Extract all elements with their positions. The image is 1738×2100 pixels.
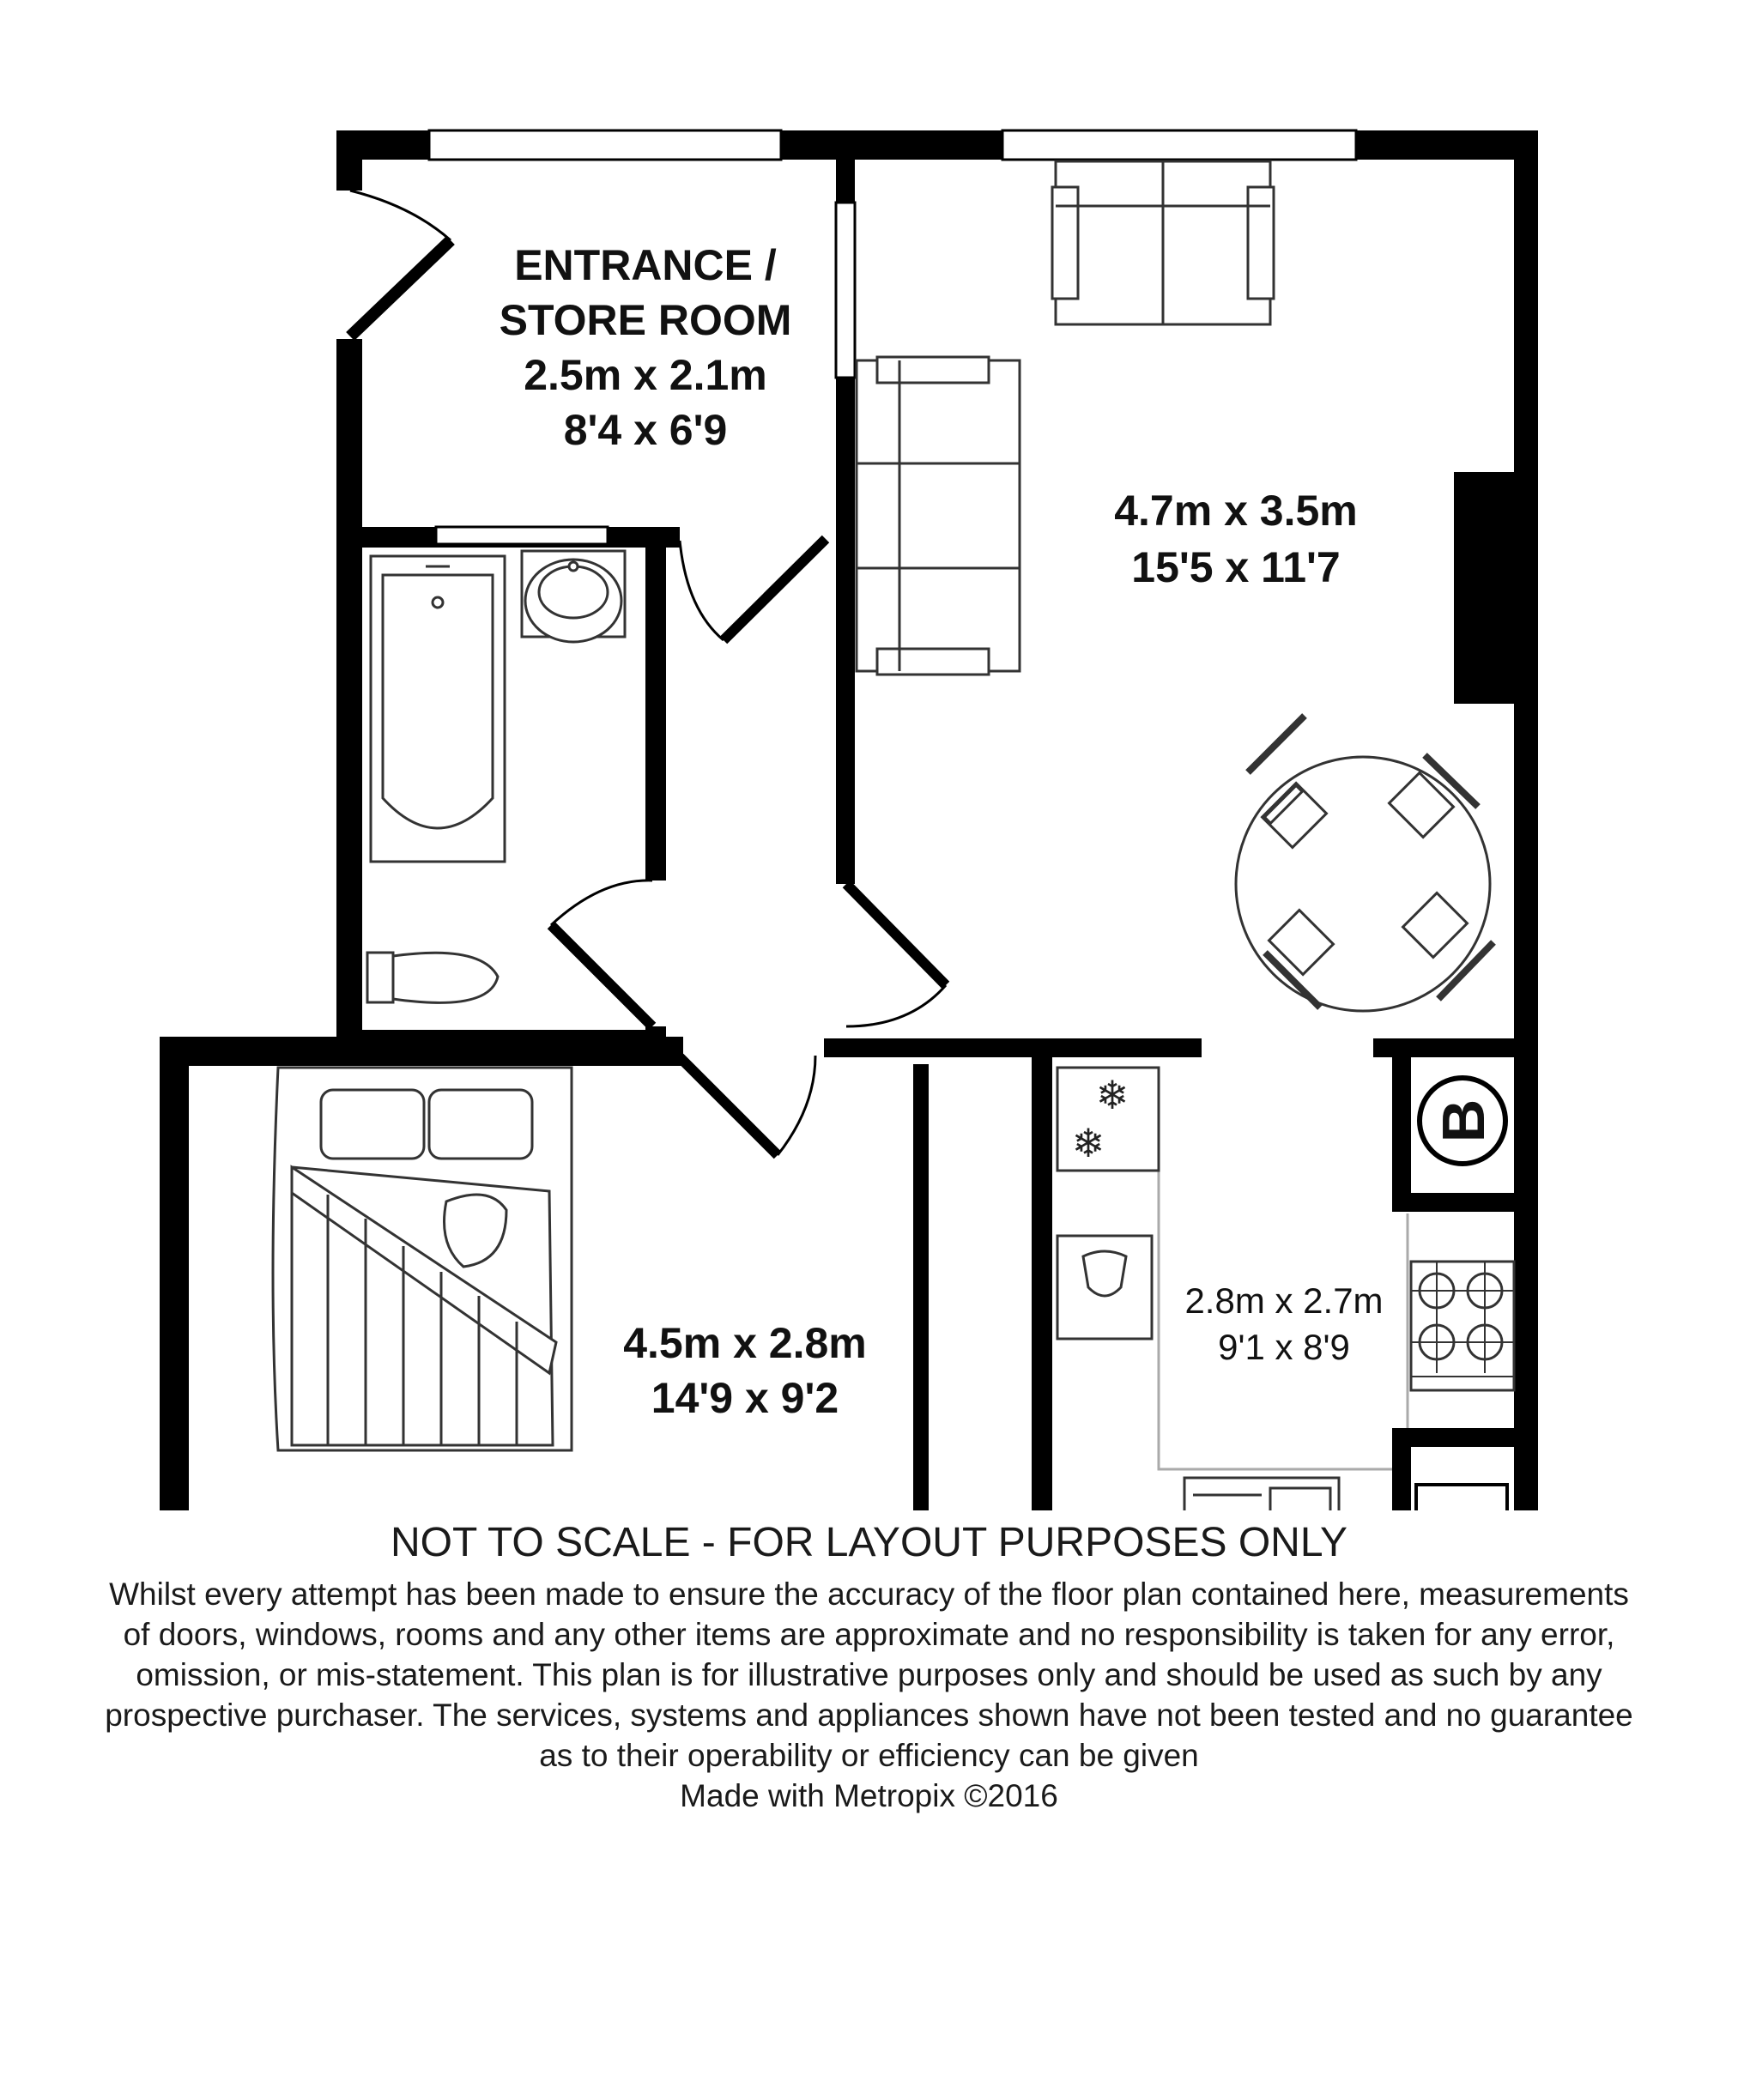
bedroom-imperial: 14'9 x 9'2 bbox=[651, 1374, 839, 1422]
sofa-left bbox=[857, 357, 1020, 675]
disclaimer-line: prospective purchaser. The services, systems and appliances shown have not been tested and no guarantee bbox=[105, 1698, 1633, 1733]
boiler-cupboard-top-wall-side bbox=[1392, 1038, 1411, 1201]
door-entrance-leaf bbox=[350, 240, 451, 336]
entrance-name-1: ENTRANCE / bbox=[514, 241, 777, 289]
disclaimer-body bbox=[0, 1574, 1738, 1816]
door-store-swing bbox=[680, 541, 724, 640]
svg-text:❄: ❄ bbox=[1095, 1074, 1129, 1117]
dining-table bbox=[1236, 716, 1493, 1011]
window-entrance bbox=[429, 130, 781, 160]
door-living-swing bbox=[846, 985, 946, 1026]
sink bbox=[1184, 1478, 1339, 1510]
wall-living-left bbox=[836, 536, 855, 884]
door-bath-swing bbox=[551, 881, 652, 925]
bathtub bbox=[371, 556, 505, 862]
window-living bbox=[1002, 130, 1356, 160]
disclaimer-line: as to their operability or efficiency can be given bbox=[539, 1738, 1199, 1773]
living-metric: 4.7m x 3.5m bbox=[1114, 487, 1358, 535]
window-bathroom bbox=[436, 527, 608, 544]
wall-top-right bbox=[1356, 130, 1538, 160]
wall-bath-bottom bbox=[362, 1030, 664, 1047]
bedroom-metric: 4.5m x 2.8m bbox=[623, 1319, 867, 1367]
boiler-top-label: B bbox=[1430, 1098, 1497, 1143]
disclaimer-line: of doors, windows, rooms and any other items are approximate and no responsibility is taken for any error, bbox=[123, 1617, 1615, 1652]
door-store-leaf bbox=[724, 539, 826, 640]
disclaimer-credit: Made with Metropix ©2016 bbox=[680, 1778, 1058, 1813]
wall-bath-right bbox=[645, 527, 666, 881]
wall-entrance-living-b bbox=[836, 378, 855, 536]
wall-bedroom-left bbox=[160, 1037, 189, 1510]
wall-wardrobe-right bbox=[1032, 1057, 1052, 1510]
toilet bbox=[367, 953, 498, 1002]
wall-hall-bottom-right bbox=[824, 1038, 1202, 1057]
door-bed-leaf bbox=[680, 1057, 778, 1155]
boiler-top bbox=[1420, 1078, 1505, 1164]
disclaimer-line: omission, or mis-statement. This plan is for illustrative purposes only and should be used as such by any bbox=[136, 1657, 1602, 1692]
washing-machine bbox=[1057, 1236, 1152, 1339]
door-bath-leaf bbox=[551, 925, 652, 1026]
window-entrance-side bbox=[836, 203, 855, 378]
wall-entrance-living bbox=[836, 160, 855, 203]
wall-right bbox=[1514, 130, 1538, 1046]
wall-top-mid bbox=[781, 130, 1004, 160]
kitchen-imperial: 9'1 x 8'9 bbox=[1218, 1327, 1350, 1367]
entrance-imperial: 8'4 x 6'9 bbox=[563, 406, 728, 454]
entrance-metric: 2.5m x 2.1m bbox=[524, 351, 767, 399]
hob bbox=[1411, 1262, 1514, 1390]
disclaimer-title: NOT TO SCALE - FOR LAYOUT PURPOSES ONLY bbox=[391, 1520, 1347, 1565]
chimney-breast bbox=[1454, 472, 1514, 704]
boiler-cupboard-bot-wall-side bbox=[1392, 1428, 1411, 1510]
wall-left-upper-b bbox=[336, 339, 362, 1043]
double-bed bbox=[273, 1068, 572, 1450]
door-bed-swing bbox=[778, 1056, 815, 1155]
living-imperial: 15'5 x 11'7 bbox=[1131, 543, 1341, 591]
boiler-cupboard-top-wall-bottom bbox=[1392, 1193, 1514, 1212]
sofa-top bbox=[1052, 161, 1274, 324]
wall-right-lower bbox=[1514, 1046, 1538, 1510]
wall-bed-right bbox=[913, 1064, 929, 1510]
door-living-leaf bbox=[846, 884, 946, 985]
freezer bbox=[1057, 1068, 1159, 1171]
boiler-bottom bbox=[1416, 1485, 1507, 1510]
door-entrance-swing bbox=[350, 191, 451, 240]
entrance-name-2: STORE ROOM bbox=[499, 296, 792, 344]
disclaimer-line: Whilst every attempt has been made to ensure the accuracy of the floor plan contained here, measurements bbox=[109, 1577, 1629, 1612]
svg-text:❄: ❄ bbox=[1071, 1122, 1105, 1165]
wall-left-upper-a bbox=[336, 130, 362, 191]
kitchen-metric: 2.8m x 2.7m bbox=[1184, 1280, 1384, 1321]
wash-basin bbox=[522, 551, 625, 642]
